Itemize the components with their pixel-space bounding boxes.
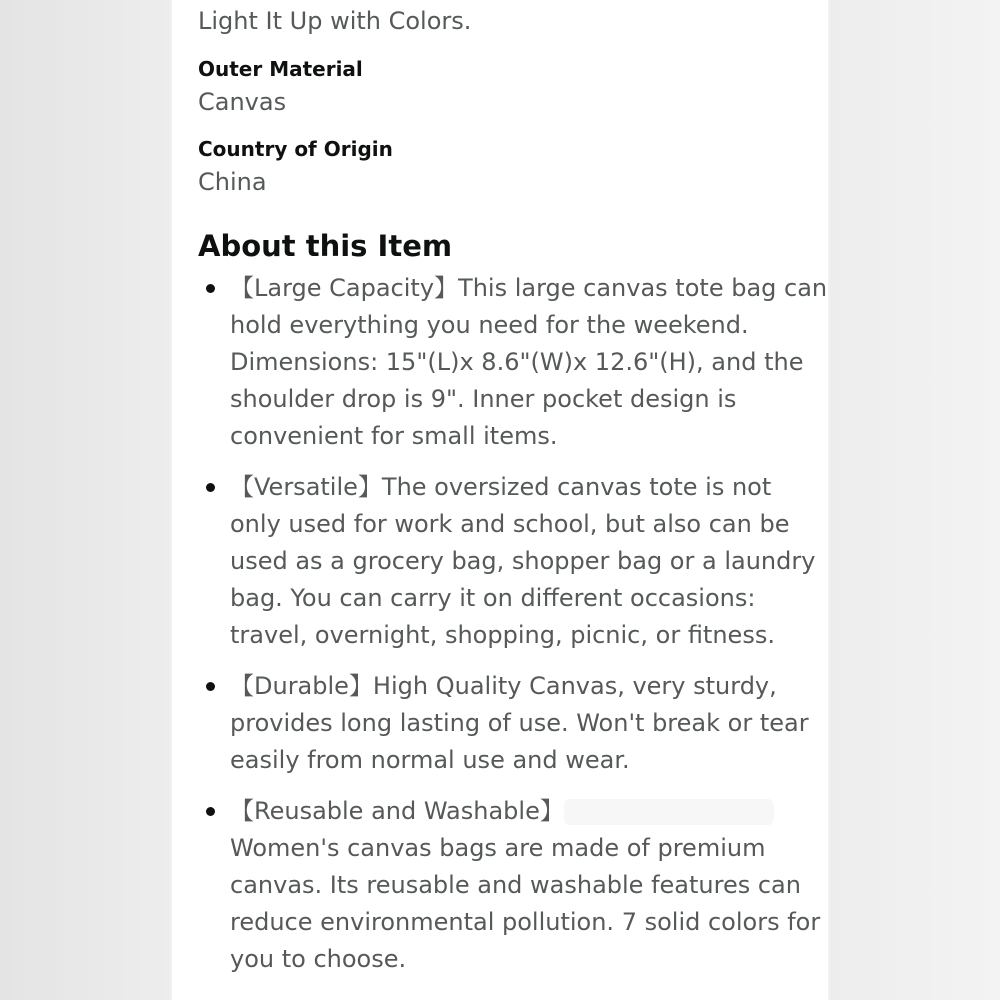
spec-label: Country of Origin [198,137,393,161]
intro-text: Light It Up with Colors. [198,7,472,35]
bullet-reusable-washable [198,793,828,978]
spec-label: Outer Material [198,57,363,81]
bullet-dot-icon [206,284,215,293]
spec-country-of-origin [198,136,828,198]
about-bullet-list [198,270,828,978]
bullet-heading: 【Reusable and Washable】 [230,797,564,825]
redaction-mark [564,799,774,825]
product-details-content [198,0,828,992]
bullet-text: 【Versatile】The oversized canvas tote is not only used for work and school, but also can be used as a grocery bag, shopper bag or a laundry bag. You can carry it on different occasions: travel, overnight, shopping, picnic, or fitness. [230,473,816,649]
spec-value: China [198,168,267,196]
product-details-panel [172,0,828,1000]
spec-outer-material [198,56,828,118]
bullet-large-capacity [198,270,828,455]
spec-value: Canvas [198,88,287,116]
bullet-text: Women's canvas bags are made of premium canvas. Its reusable and washable features can reduce environmental pollution. 7 solid colors for you to choose. [230,834,821,973]
bullet-dot-icon [206,483,215,492]
bullet-dot-icon [206,807,215,816]
bullet-dot-icon [206,682,215,691]
about-section-title: About this Item [198,229,453,263]
bullet-text: 【Large Capacity】This large canvas tote bag can hold everything you need for the weekend. Dimensions: 15"(L)x 8.6"(W)x 12.6"(H), and the shoulder drop is 9". Inner pocket design is convenient for small items. [230,274,828,450]
bullet-durable [198,668,828,779]
bullet-versatile [198,469,828,654]
bullet-text: 【Durable】High Quality Canvas, very sturdy, provides long lasting of use. Won't break or tear easily from normal use and wear. [230,672,809,774]
